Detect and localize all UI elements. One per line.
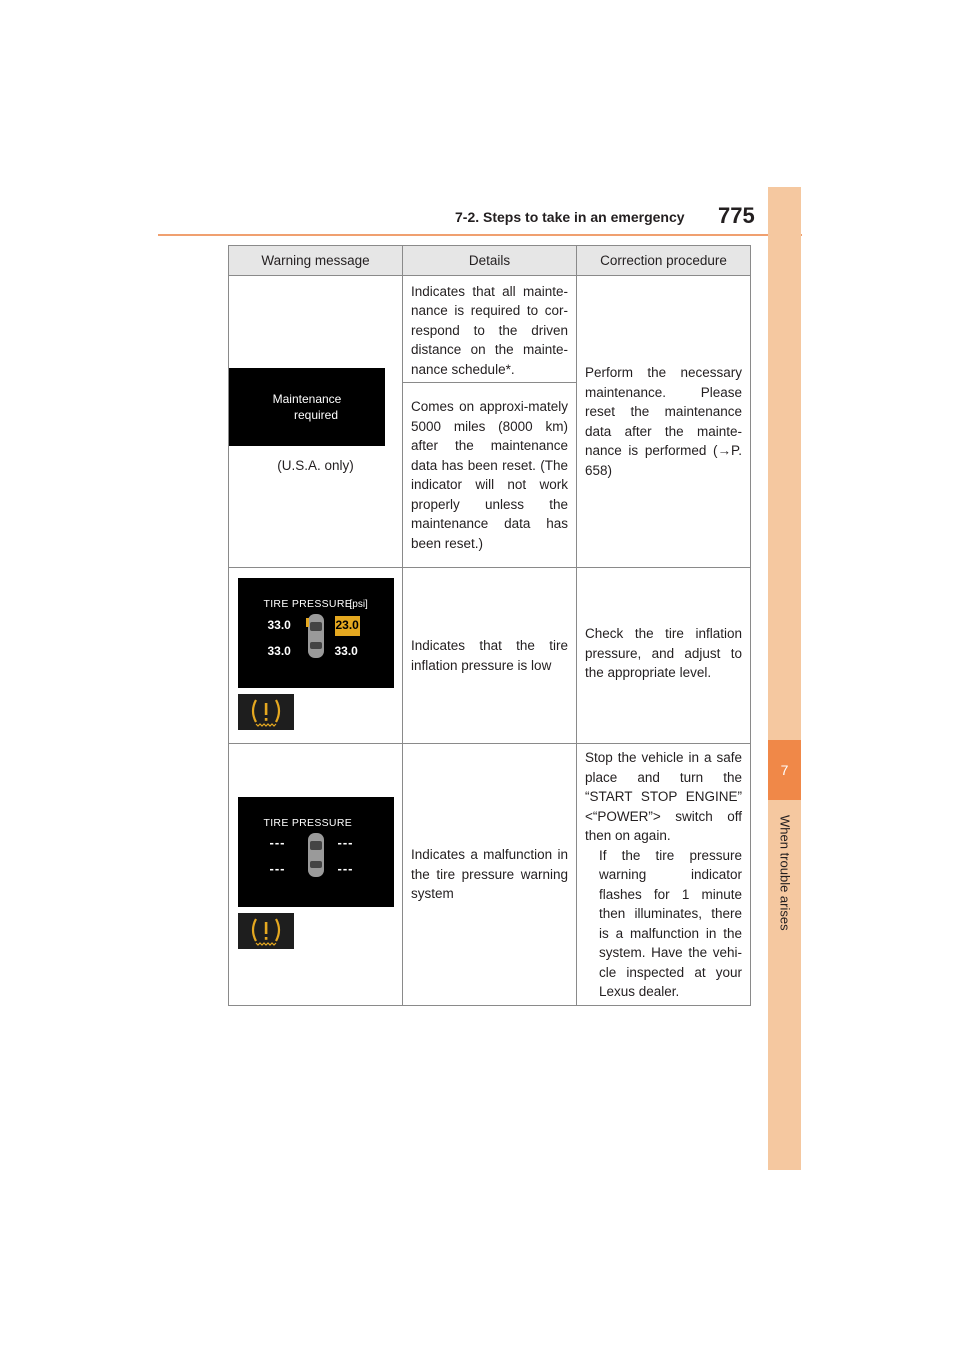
front-left-dash: --- [269, 835, 286, 851]
correction-main-text: Stop the vehicle in a safe place and turn the “START STOP ENGINE” <“POWER”> switch off then on again. [585, 750, 742, 843]
low-tire-pressure-cell [229, 568, 403, 744]
page-number: 775 [718, 203, 755, 228]
table-header-row [229, 246, 751, 276]
car-top-view-icon [306, 831, 326, 879]
car-top-view-icon [306, 612, 326, 660]
chapter-side-tab [768, 187, 801, 1170]
correction-low-pressure: Check the tire inflation pressure, and adjust to the appropriate level. [577, 568, 751, 744]
rear-right-dash: --- [337, 861, 354, 877]
detail-tpms-malfunction: Indicates a malfunction in the tire pressure warning system [403, 744, 577, 1006]
detail-maintenance-required: Indicates that all mainte-nance is required to cor-respond to the driven distance on the mainte-nance schedule*. [403, 276, 577, 383]
table-row [229, 276, 751, 383]
table-row [229, 744, 751, 1006]
chapter-title: When trouble arises [777, 815, 793, 931]
maintenance-message-cell [229, 276, 403, 568]
rear-left-dash: --- [269, 861, 286, 877]
front-left-pressure: 33.0 [267, 618, 291, 633]
front-right-dash: --- [337, 835, 354, 851]
display-title: TIRE PRESSURE [263, 817, 352, 830]
header-correction-procedure: Correction procedure [577, 246, 751, 276]
display-title: TIRE PRESSURE [263, 598, 352, 611]
header-details: Details [403, 246, 577, 276]
header-warning-message: Warning message [229, 246, 403, 276]
detail-maintenance-reset: Comes on approxi-mately 5000 miles (8000 km) after the maintenance data has been reset. (The indicator will not work properly unless the maintenance data has been reset.) [403, 383, 577, 568]
table-row [229, 568, 751, 744]
chapter-number: 7 [768, 740, 801, 800]
rear-left-pressure: 33.0 [267, 644, 291, 659]
usa-only-caption: (U.S.A. only) [277, 457, 354, 473]
tire-pressure-warning-icon [238, 913, 294, 949]
front-right-pressure: 23.0 [335, 616, 360, 636]
header-rule [158, 234, 802, 236]
detail-low-pressure: Indicates that the tire inflation pressure is low [403, 568, 577, 744]
correction-tpms-malfunction [577, 744, 751, 1006]
warning-message-table [228, 245, 751, 1006]
display-text-line1: Maintenance [272, 391, 342, 406]
rear-right-pressure: 33.0 [334, 644, 358, 659]
correction-sub-text: If the tire pressure warning indicator flashes for 1 minute then illuminates, there is a malfunction in the system. Have the vehi-cle inspected at your Lexus dealer. [599, 847, 742, 999]
correction-maintenance: Perform the necessary maintenance. Please reset the maintenance data after the mainte-nance is performed (→P. 658) [577, 276, 751, 568]
display-unit: [psi] [349, 599, 368, 611]
tire-pressure-warning-icon [238, 694, 294, 730]
tpms-malfunction-cell [229, 744, 403, 1006]
tire-pressure-malfunction-display [238, 797, 394, 907]
display-text-line2: required [293, 407, 339, 422]
maintenance-required-display [229, 368, 385, 446]
section-title: 7-2. Steps to take in an emergency [455, 209, 685, 225]
tire-pressure-display [238, 578, 394, 688]
